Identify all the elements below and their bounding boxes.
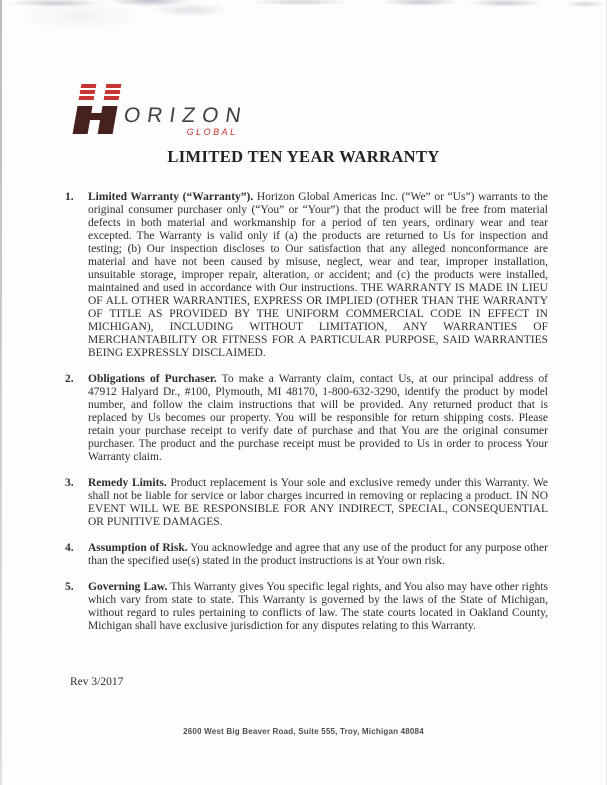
h-left-column: [73, 84, 97, 134]
h-leg: [73, 106, 93, 134]
section-number: 1.: [65, 191, 74, 203]
section-number: 2.: [65, 373, 74, 385]
section-heading: Limited Warranty (“Warranty”).: [88, 191, 254, 203]
h-stripe: [105, 90, 121, 94]
section-paragraph: [88, 542, 548, 568]
section-number: 4.: [65, 542, 74, 554]
section-obligations-of-purchaser: [65, 373, 548, 464]
h-stripe: [79, 96, 95, 100]
section-heading: Governing Law.: [88, 581, 168, 593]
section-remedy-limits: [65, 477, 548, 529]
horizon-global-logo: [77, 84, 248, 137]
scan-edge-left: [0, 0, 2, 785]
section-governing-law: [65, 581, 548, 633]
h-stripe: [81, 84, 97, 88]
horizon-h-icon: [73, 84, 122, 134]
section-paragraph: [88, 477, 548, 529]
h-leg: [98, 106, 118, 134]
section-heading: Obligations of Purchaser.: [88, 373, 217, 385]
footer-address: 2600 West Big Beaver Road, Suite 555, Troy, Michigan 48084: [183, 727, 424, 736]
section-limited-warranty: [65, 191, 548, 360]
section-body: This Warranty gives You specific legal rights, and You also may have other rights which vary from state to state. This Warranty is governed by the laws of the State of Michigan, without regard to rules pertaining to conflicts of law. The state courts located in Oakland County, Michigan shall have exclusive jurisdiction for any disputes relating to this Warranty.: [88, 581, 548, 632]
h-stripe: [106, 84, 122, 88]
section-body: Product replacement is Your sole and exclusive remedy under this Warranty. We shall not be liable for service or labor charges incurred in removing or replacing a product. IN NO EVENT WILL WE BE RESPONSIBLE FOR ANY INDIRECT, SPECIAL, CONSEQUENTIAL OR PUNITIVE DAMAGES.: [88, 477, 548, 528]
h-right-column: [98, 84, 122, 134]
section-body: You acknowledge and agree that any use of the product for any purpose other than the specified use(s) stated in the product instructions is at Your own risk.: [88, 542, 548, 567]
h-stripe: [104, 96, 120, 100]
section-paragraph: [88, 191, 548, 360]
section-paragraph: [88, 373, 548, 464]
warranty-sections: [65, 191, 548, 646]
section-body: Horizon Global Americas Inc. (“We” or “Us”) warrants to the original consumer purchaser only (“You” or “Your”) that the product will be free from material defects in both material and workmanship for a period of ten years, ordinary wear and tear excepted. The Warranty is valid only if (a) the products are returned to Us for inspection and testing; (b) Our inspection discloses to Our satisfaction that any alleged nonconformance are material and have not been caused by misuse, neglect, wear and tear, improper installation, unsuitable storage, improper repair, alteration, or accident; and (c) the products were installed, maintained and used in accordance with Our instructions. THE WARRANTY IS MADE IN LIEU OF ALL OTHER WARRANTIES, EXPRESS OR IMPLIED (OTHER THAN THE WARRANTY OF TITLE AS PROVIDED BY THE UNIFORM COMMERCIAL CODE IN EFFECT IN MICHIGAN), INCLUDING WITHOUT LIMITATION, ANY WARRANTIES OF MERCHANTABILITY OR FITNESS FOR A PARTICULAR PURPOSE, SAID WARRANTIES BEING EXPRESSLY DISCLAIMED.: [88, 191, 548, 359]
logo-global-text: GLOBAL: [186, 127, 238, 137]
document-title: LIMITED TEN YEAR WARRANTY: [167, 147, 440, 166]
section-assumption-of-risk: [65, 542, 548, 568]
section-heading: Assumption of Risk.: [88, 542, 188, 554]
scan-smudge-top: [0, 0, 607, 26]
section-body: To make a Warranty claim, contact Us, at our principal address of 47912 Halyard Dr., #100, Plymouth, MI 48170, 1-800-632-3290, identify the product by model number, and follow the claim instructions that will be provided. Any returned product that is replaced by Us becomes our property. You will be responsible for return shipping costs. Please retain your purchase receipt to verify date of purchase and that You are the original consumer purchaser. The product and the purchase receipt must be provided to Us in order to process Your Warranty claim.: [88, 373, 548, 463]
section-number: 5.: [65, 581, 74, 593]
h-stripe: [80, 90, 96, 94]
section-number: 3.: [65, 477, 74, 489]
revision-label: Rev 3/2017: [70, 676, 124, 688]
logo-brand-text: ORIZON: [122, 104, 250, 127]
section-paragraph: [88, 581, 548, 633]
logo-wordmark: [124, 84, 248, 137]
section-heading: Remedy Limits.: [88, 477, 167, 489]
